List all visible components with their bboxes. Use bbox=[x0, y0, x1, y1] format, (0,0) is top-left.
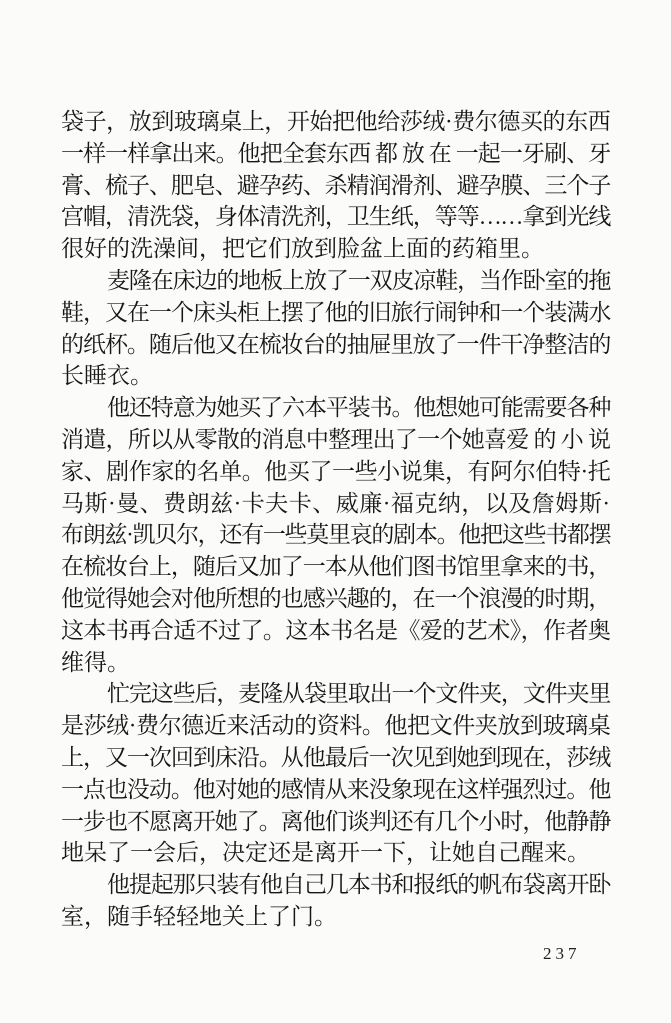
text-line: 布朗兹·凯贝尔，还有一些莫里哀的剧本。他把这些书都摆 bbox=[61, 522, 610, 548]
text-line: 消遣，所以从零散的消息中整理出了一个她喜爱 的 小 说 bbox=[61, 426, 610, 452]
text-line: 上，又一次回到床沿。从他最后一次见到她到现在，莎绒 bbox=[61, 744, 610, 770]
text-line: 麦隆在床边的地板上放了一双皮凉鞋，当作卧室的拖 bbox=[107, 267, 610, 293]
text-line: 很好的洗澡间，把它们放到脸盆上面的药箱里。 bbox=[61, 236, 544, 262]
text-line: 马斯·曼、费朗兹·卡夫卡、威廉·福克纳，以及詹姆斯· bbox=[61, 490, 610, 516]
text-line: 维得。 bbox=[61, 649, 130, 675]
text-line: 在梳妆台上，随后又加了一本从他们图书馆里拿来的书， bbox=[61, 554, 610, 580]
text-line: 一点也没动。他对她的感情从来没象现在这样强烈过。他 bbox=[61, 776, 610, 802]
text-line: 他提起那只装有他自己几本书和报纸的帆布袋离开卧 bbox=[107, 872, 610, 898]
text-line: 家、剧作家的名单。他买了一些小说集，有阿尔伯特·托 bbox=[61, 458, 610, 484]
text-line: 室，随手轻轻地关上了门。 bbox=[61, 903, 337, 929]
text-line: 鞋，又在一个床头柜上摆了他的旧旅行闹钟和一个装满水 bbox=[61, 299, 610, 325]
text-block bbox=[61, 106, 610, 933]
text-line: 宫帽，清洗袋，身体清洗剂，卫生纸，等等……拿到光线 bbox=[61, 204, 610, 230]
text-line: 长睡衣。 bbox=[61, 363, 153, 389]
text-line: 一步也不愿离开她了。离他们谈判还有几个小时，他静静 bbox=[61, 808, 610, 834]
text-line: 一样一样拿出来。他把全套东西 都 放 在 一起一牙刷、牙 bbox=[61, 140, 610, 166]
text-line: 他觉得她会对他所想的也感兴趣的，在一个浪漫的时期， bbox=[61, 585, 610, 611]
text-line: 忙完这些后，麦隆从袋里取出一个文件夹，文件夹里 bbox=[107, 681, 610, 707]
text-line: 袋子，放到玻璃桌上，开始把他给莎绒·费尔德买的东西 bbox=[61, 109, 610, 134]
text-line: 膏、梳子、肥皂、避孕药、杀精润滑剂、避孕膜、三个子 bbox=[61, 172, 610, 198]
text-line: 这本书再合适不过了。这本书名是《爱的艺术》，作者奥 bbox=[61, 617, 610, 643]
text-line: 是莎绒·费尔德近来活动的资料。他把文件夹放到玻璃桌 bbox=[61, 713, 610, 739]
text-line: 的纸杯。随后他又在梳妆台的抽屉里放了一件干净整洁的 bbox=[61, 331, 610, 357]
text-line: 地呆了一会后，决定还是离开一下，让她自己醒来。 bbox=[61, 840, 590, 866]
page-number: 237 bbox=[543, 944, 581, 963]
text-line: 他还特意为她买了六本平装书。他想她可能需要各种 bbox=[107, 395, 610, 421]
